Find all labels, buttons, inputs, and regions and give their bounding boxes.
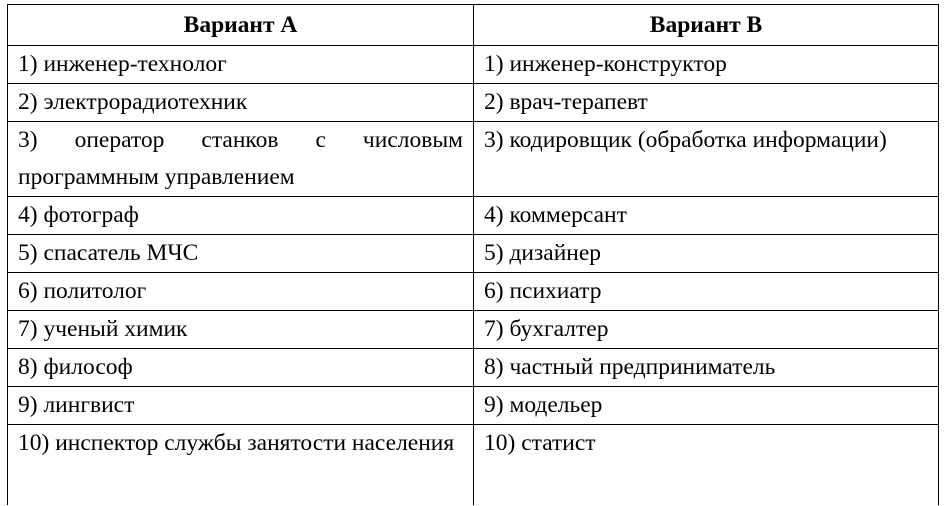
table-row — [8, 84, 939, 122]
cell-variant-a: 6) политолог — [8, 273, 474, 311]
professions-table — [7, 4, 939, 505]
cell-variant-b: 5) дизайнер — [474, 235, 939, 273]
cell-variant-b: 8) частный предприниматель — [474, 349, 939, 387]
cell-variant-b: 2) врач-терапевт — [474, 84, 939, 122]
table-row — [8, 122, 939, 197]
cell-variant-b: 4) коммерсант — [474, 197, 939, 235]
header-variant-b: Вариант В — [474, 5, 939, 46]
header-variant-a: Вариант А — [8, 5, 474, 46]
cell-variant-b: 9) модельер — [474, 387, 939, 425]
cell-variant-b: 7) бухгалтер — [474, 311, 939, 349]
cell-variant-a: 10) инспектор службы занятости населения — [8, 425, 474, 506]
cell-variant-a: 5) спасатель МЧС — [8, 235, 474, 273]
table-row — [8, 425, 939, 506]
cell-variant-a: 2) электрорадиотехник — [8, 84, 474, 122]
cell-variant-a: 8) философ — [8, 349, 474, 387]
cell-variant-b: 10) статист — [474, 425, 939, 506]
table-row — [8, 349, 939, 387]
cell-variant-b: 6) психиатр — [474, 273, 939, 311]
cell-variant-a: 9) лингвист — [8, 387, 474, 425]
table-row — [8, 311, 939, 349]
table-row — [8, 235, 939, 273]
header-row — [8, 5, 939, 46]
cell-variant-a: 1) инженер-технолог — [8, 46, 474, 84]
cell-variant-a: 3) оператор станков с числовым программным управлением — [8, 122, 474, 197]
table-row — [8, 197, 939, 235]
cell-variant-a: 7) ученый химик — [8, 311, 474, 349]
table-row — [8, 46, 939, 84]
table-row — [8, 387, 939, 425]
table-row — [8, 273, 939, 311]
cell-variant-b: 3) кодировщик (обработка информации) — [474, 122, 939, 197]
cell-variant-a: 4) фотограф — [8, 197, 474, 235]
cell-variant-b: 1) инженер-конструктор — [474, 46, 939, 84]
